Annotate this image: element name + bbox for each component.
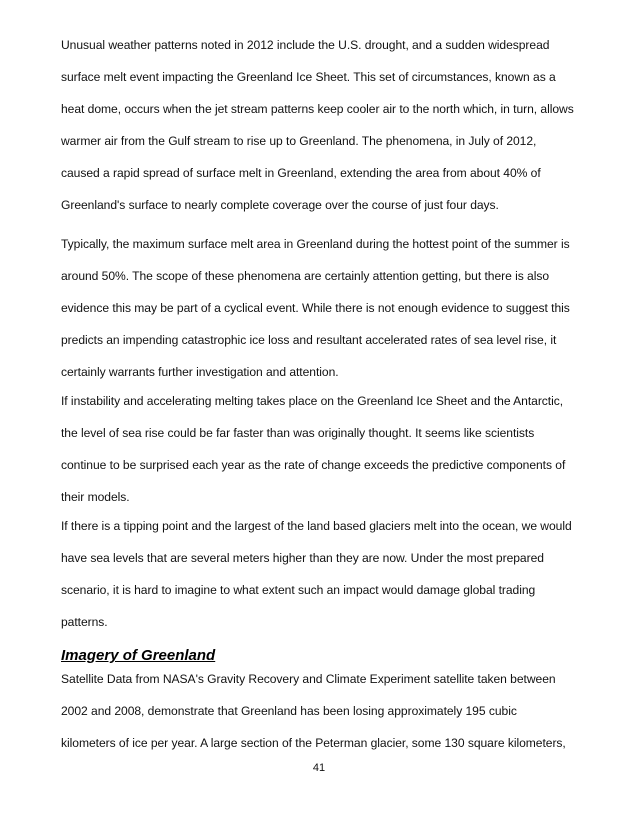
paragraph-line: scenario, it is hard to imagine to what extent such an impact would damage global trading: [61, 583, 536, 597]
paragraph-weather-patterns: [61, 29, 591, 221]
paragraph-line: patterns.: [61, 615, 108, 629]
paragraph-line: If there is a tipping point and the largest of the land based glaciers melt into the ocean, we would: [61, 519, 572, 533]
page-number: 41: [312, 762, 326, 774]
paragraph-line: Typically, the maximum surface melt area in Greenland during the hottest point of the summer is: [61, 237, 570, 251]
section-heading: Imagery of Greenland: [61, 647, 216, 664]
paragraph-line: have sea levels that are several meters higher than they are now. Under the most prepared: [61, 551, 544, 565]
paragraph-line: caused a rapid spread of surface melt in Greenland, extending the area from about 40% of: [61, 166, 541, 180]
paragraph-line: Unusual weather patterns noted in 2012 include the U.S. drought, and a sudden widespread: [61, 38, 550, 52]
paragraph-satellite-data: [61, 663, 591, 759]
paragraph-line: Greenland's surface to nearly complete coverage over the course of just four days.: [61, 198, 499, 212]
paragraph-line: predicts an impending catastrophic ice loss and resultant accelerated rates of sea level rise, it: [61, 333, 557, 347]
paragraph-tipping-point: [61, 510, 591, 638]
paragraph-line: evidence this may be part of a cyclical event. While there is not enough evidence to suggest this: [61, 301, 570, 315]
paragraph-line: heat dome, occurs when the jet stream patterns keep cooler air to the north which, in turn, allows: [61, 102, 574, 116]
paragraph-line: certainly warrants further investigation and attention.: [61, 365, 339, 379]
paragraph-line: around 50%. The scope of these phenomena are certainly attention getting, but there is also: [61, 269, 550, 283]
paragraph-line: Satellite Data from NASA's Gravity Recovery and Climate Experiment satellite taken between: [61, 672, 556, 686]
paragraph-line: 2002 and 2008, demonstrate that Greenland has been losing approximately 195 cubic: [61, 704, 517, 718]
paragraph-line: continue to be surprised each year as the rate of change exceeds the predictive components of: [61, 458, 566, 472]
paragraph-line: If instability and accelerating melting takes place on the Greenland Ice Sheet and the Antarctic,: [61, 394, 564, 408]
paragraph-line: surface melt event impacting the Greenland Ice Sheet. This set of circumstances, known as a: [61, 70, 556, 84]
paragraph-line: their models.: [61, 490, 130, 504]
paragraph-instability: [61, 385, 591, 513]
paragraph-line: the level of sea rise could be far faster than was originally thought. It seems like scientists: [61, 426, 535, 440]
paragraph-line: warmer air from the Gulf stream to rise up to Greenland. The phenomena, in July of 2012,: [61, 134, 537, 148]
paragraph-melt-area: [61, 228, 591, 388]
paragraph-line: kilometers of ice per year. A large section of the Peterman glacier, some 130 square kilometers,: [61, 736, 566, 750]
